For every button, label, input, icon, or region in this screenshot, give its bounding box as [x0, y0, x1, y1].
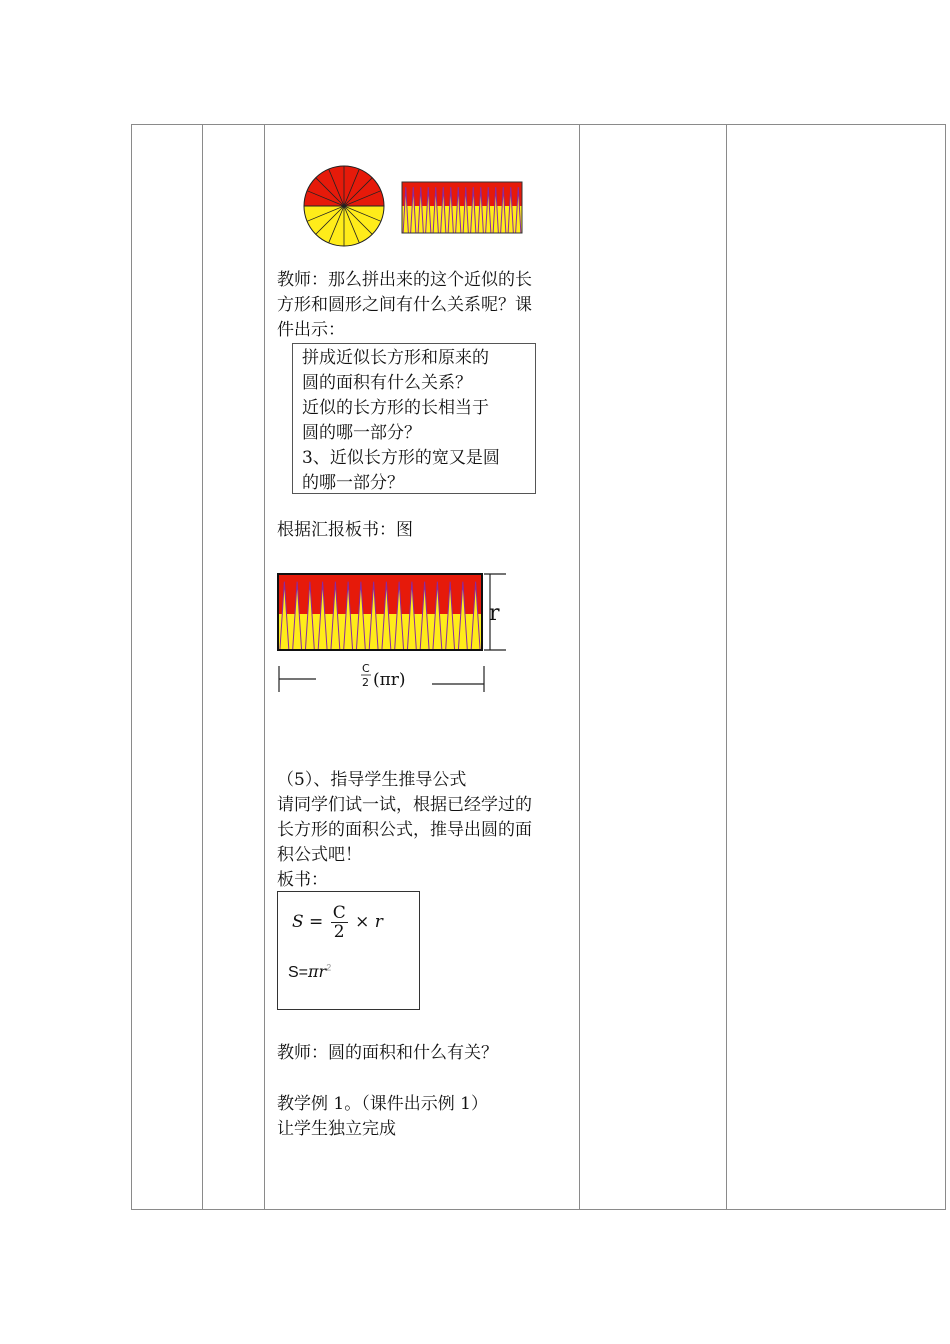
rearranged-strip	[402, 182, 522, 233]
box-line: 3、近似长方形的宽又是圆	[302, 448, 500, 468]
teacher-question-line2: 方形和圆形之间有什么关系呢？课	[277, 295, 532, 315]
formula-fraction	[331, 904, 348, 941]
board-writing-label: 板书：	[277, 870, 328, 890]
formula-times-r: × r	[355, 912, 383, 932]
fraction-numerator: C	[332, 903, 346, 923]
board-label: 根据汇报板书：图	[277, 520, 413, 540]
column-divider	[726, 125, 727, 1209]
column-divider	[579, 125, 580, 1209]
length-label-numerator: C	[362, 662, 370, 675]
section5-paragraph-line: 请同学们试一试，根据已经学过的	[277, 795, 532, 815]
formula-box	[277, 891, 420, 1010]
sector-circle	[304, 166, 384, 246]
column-divider	[202, 125, 203, 1209]
teacher-area-question: 教师：圆的面积和什么有关？	[277, 1043, 498, 1063]
example-line: 教学例 1。（课件出示例 1）	[277, 1094, 488, 1114]
section5-paragraph-line: 积公式吧！	[277, 845, 362, 865]
box-line: 圆的面积有什么关系？	[302, 373, 472, 393]
formula-exponent: 2	[326, 962, 332, 973]
circle-rearrange-figure	[300, 162, 530, 248]
formula-pi-r: πr	[308, 962, 327, 981]
formula-half-circumference	[292, 904, 383, 941]
formula-s-equals: S=	[288, 964, 309, 981]
box-line: 近似的长方形的长相当于	[302, 398, 489, 418]
length-label-pi-r: (πr)	[373, 670, 406, 690]
formula-area	[288, 962, 331, 982]
radius-label: r	[489, 601, 500, 626]
section5-paragraph-line: 长方形的面积公式，推导出圆的面	[277, 820, 532, 840]
approx-rectangle-diagram	[274, 568, 514, 698]
box-line: 的哪一部分？	[302, 473, 404, 493]
fraction-denominator: 2	[333, 922, 345, 942]
box-line: 圆的哪一部分？	[302, 423, 421, 443]
courseware-question-box	[292, 343, 536, 494]
teacher-question-line3: 件出示：	[277, 320, 345, 340]
column-divider	[264, 125, 265, 1209]
example-instruction: 让学生独立完成	[277, 1119, 396, 1139]
section5-title: （5）、指导学生推导公式	[277, 770, 467, 790]
box-line: 拼成近似长方形和原来的	[302, 348, 489, 368]
formula-s-equals: S =	[292, 912, 324, 932]
length-label-denominator: 2	[362, 676, 369, 689]
teacher-question-line1: 教师：那么拼出来的这个近似的长	[277, 270, 532, 290]
